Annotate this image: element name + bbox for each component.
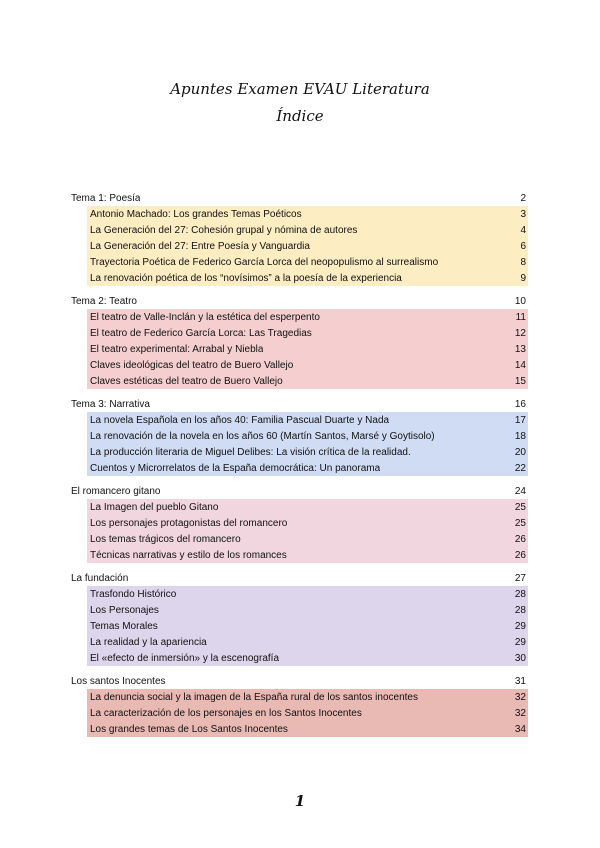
section-title: El romancero gitano: [71, 485, 161, 497]
entry-page-number: 29: [514, 636, 526, 648]
toc-entry[interactable]: [87, 444, 528, 460]
entry-title: La renovación de la novela en los años 60 (Martín Santos, Marsé y Goytisolo): [90, 430, 435, 442]
page-number: 1: [294, 792, 306, 810]
entry-page-number: 13: [514, 343, 526, 355]
section-page-number: 16: [514, 398, 526, 410]
toc-entry[interactable]: [87, 586, 528, 602]
entry-title: Trasfondo Histórico: [90, 588, 177, 600]
entry-title: Trayectoria Poética de Federico García Lorca del neopopulismo al surrealismo: [90, 256, 439, 268]
toc-entry[interactable]: [87, 357, 528, 373]
section-page-number: 27: [514, 572, 526, 584]
section-title: Los santos Inocentes: [71, 675, 166, 687]
toc-section-heading[interactable]: [71, 396, 528, 412]
section-title: Tema 1: Poesía: [71, 192, 141, 204]
entry-title: La Generación del 27: Cohesión grupal y nómina de autores: [90, 224, 358, 236]
entry-title: Los Personajes: [90, 604, 159, 616]
entry-title: La Imagen del pueblo Gitano: [90, 501, 219, 513]
toc-entry[interactable]: [87, 705, 528, 721]
toc-entry[interactable]: [87, 531, 528, 547]
entry-title: Los temas trágicos del romancero: [90, 533, 241, 545]
toc-section-heading[interactable]: [71, 293, 528, 309]
section-title: Tema 3: Narrativa: [71, 398, 150, 410]
document-title: Apuntes Examen EVAU Literatura: [170, 80, 430, 98]
toc-entry[interactable]: [87, 222, 528, 238]
toc-section: [71, 483, 528, 563]
entry-title: Cuentos y Microrrelatos de la España democrática: Un panorama: [90, 462, 381, 474]
entry-title: Claves estéticas del teatro de Buero Vallejo: [90, 375, 283, 387]
entry-title: Claves ideológicas del teatro de Buero Vallejo: [90, 359, 294, 371]
entry-page-number: 15: [514, 375, 526, 387]
entry-page-number: 11: [515, 311, 526, 323]
entry-page-number: 9: [520, 272, 526, 284]
entry-page-number: 6: [520, 240, 526, 252]
entry-page-number: 26: [514, 549, 526, 561]
entry-page-number: 8: [520, 256, 526, 268]
entry-page-number: 25: [514, 501, 526, 513]
entry-page-number: 25: [514, 517, 526, 529]
index-heading: Índice: [276, 107, 324, 125]
toc-entry[interactable]: [87, 499, 528, 515]
entry-page-number: 18: [514, 430, 526, 442]
entry-page-number: 26: [514, 533, 526, 545]
toc-entry[interactable]: [87, 650, 528, 666]
toc-entry[interactable]: [87, 602, 528, 618]
toc-section: [71, 293, 528, 389]
entry-page-number: 14: [514, 359, 526, 371]
toc-section-heading[interactable]: [71, 190, 528, 206]
entry-title: La renovación poética de los “novísimos” a la poesía de la experiencia: [90, 272, 402, 284]
toc-entry[interactable]: [87, 460, 528, 476]
entry-page-number: 30: [514, 652, 526, 664]
entry-page-number: 3: [520, 208, 526, 220]
entry-page-number: 32: [514, 707, 526, 719]
toc-section: [71, 673, 528, 737]
toc-entry[interactable]: [87, 689, 528, 705]
toc-entry[interactable]: [87, 634, 528, 650]
toc-section-heading[interactable]: [71, 483, 528, 499]
entry-title: Los grandes temas de Los Santos Inocentes: [90, 723, 288, 735]
toc-entry[interactable]: [87, 547, 528, 563]
entry-title: La producción literaria de Miguel Delibes: La visión crítica de la realidad.: [90, 446, 411, 458]
entry-title: Técnicas narrativas y estilo de los romances: [90, 549, 287, 561]
section-page-number: 10: [514, 295, 526, 307]
entry-title: El teatro experimental: Arrabal y Niebla: [90, 343, 264, 355]
entry-page-number: 29: [514, 620, 526, 632]
toc-section-heading[interactable]: [71, 673, 528, 689]
section-page-number: 2: [520, 192, 526, 204]
entry-page-number: 4: [520, 224, 526, 236]
entry-title: El teatro de Valle-Inclán y la estética del esperpento: [90, 311, 320, 323]
entry-title: La Generación del 27: Entre Poesía y Vanguardia: [90, 240, 310, 252]
toc-entry[interactable]: [87, 238, 528, 254]
toc-entry[interactable]: [87, 254, 528, 270]
toc-entry[interactable]: [87, 309, 528, 325]
entry-title: El «efecto de inmersión» y la escenografía: [90, 652, 279, 664]
section-title: La fundación: [71, 572, 129, 584]
entry-title: Los personajes protagonistas del romancero: [90, 517, 288, 529]
toc-entry[interactable]: [87, 721, 528, 737]
entry-page-number: 28: [514, 604, 526, 616]
entry-title: Temas Morales: [90, 620, 158, 632]
toc-entry[interactable]: [87, 412, 528, 428]
toc-entry[interactable]: [87, 206, 528, 222]
entry-title: El teatro de Federico García Lorca: Las Tragedias: [90, 327, 312, 339]
entry-title: La caracterización de los personajes en los Santos Inocentes: [90, 707, 362, 719]
entry-page-number: 22: [514, 462, 526, 474]
toc-entry[interactable]: [87, 373, 528, 389]
entry-page-number: 12: [514, 327, 526, 339]
toc-entry[interactable]: [87, 270, 528, 286]
toc-entry[interactable]: [87, 618, 528, 634]
toc-entry[interactable]: [87, 428, 528, 444]
entry-page-number: 28: [514, 588, 526, 600]
toc-entry[interactable]: [87, 341, 528, 357]
toc-section: [71, 396, 528, 476]
entry-title: La novela Española en los años 40: Familia Pascual Duarte y Nada: [90, 414, 390, 426]
entry-page-number: 20: [514, 446, 526, 458]
section-page-number: 24: [514, 485, 526, 497]
section-page-number: 31: [514, 675, 526, 687]
entry-title: La denuncia social y la imagen de la España rural de los santos inocentes: [90, 691, 418, 703]
entry-page-number: 34: [514, 723, 526, 735]
entry-page-number: 17: [514, 414, 526, 426]
table-of-contents: [71, 190, 528, 744]
entry-page-number: 32: [514, 691, 526, 703]
toc-section-heading[interactable]: [71, 570, 528, 586]
section-title: Tema 2: Teatro: [71, 295, 137, 307]
toc-entry[interactable]: [87, 325, 528, 341]
toc-entry[interactable]: [87, 515, 528, 531]
toc-section: [71, 570, 528, 666]
entry-title: La realidad y la apariencia: [90, 636, 207, 648]
entry-title: Antonio Machado: Los grandes Temas Poéticos: [90, 208, 302, 220]
toc-section: [71, 190, 528, 286]
